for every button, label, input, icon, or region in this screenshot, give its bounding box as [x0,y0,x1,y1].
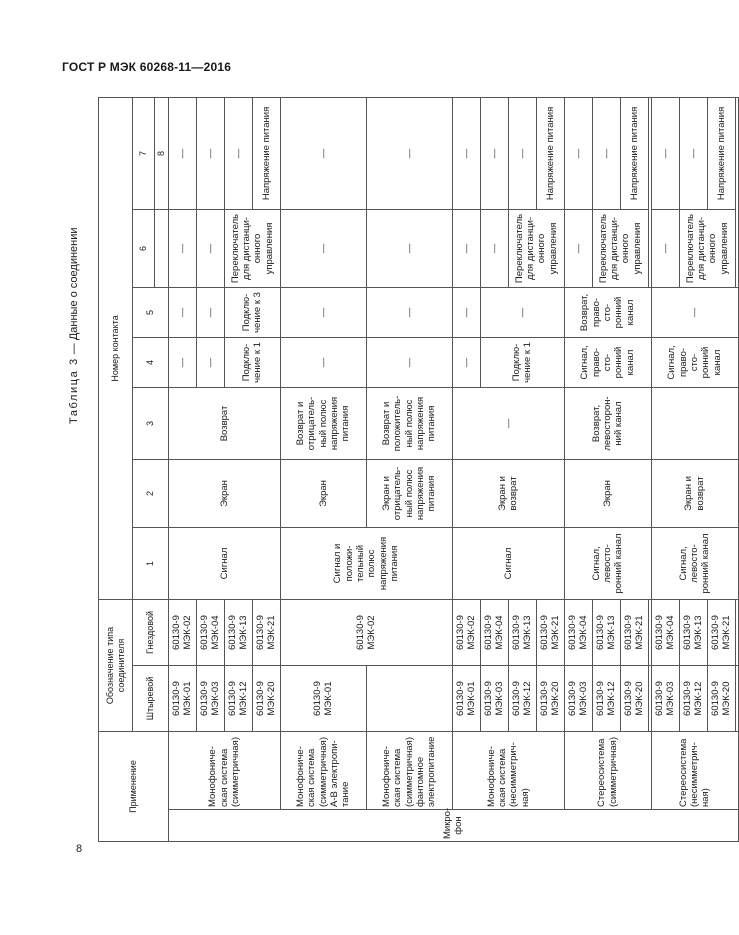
dash-cell: — [196,97,224,209]
cell-remote: Переключатель для дистанци-онного управления [679,209,735,287]
socket-cell: 60130-9 МЭК-02 [168,599,196,665]
cell-screen: Экран [168,459,280,527]
document-header: ГОСТ Р МЭК 60268-11—2016 [62,60,232,74]
cell-conn1: Подклю-чение к 1 [480,337,564,387]
dash-cell: — [196,337,224,387]
cell-conn3: Подклю-чение к 3 [224,287,280,337]
contact-number-4: 4 [133,337,169,387]
spacer-cell [735,97,738,287]
group-stereo-unbalanced: Стереосистема (несимметрич-ная) [651,732,738,810]
dash-cell: — [168,287,196,337]
cell-screen-negative: Экран и отрицатель-ный полюс напряжения питания [366,459,452,527]
dash-cell: — [452,387,564,459]
plug-cell: 60130-9 МЭК-20 [707,666,735,732]
dash-cell: — [196,287,224,337]
dash-cell: — [196,209,224,287]
plug-cell: 60130-9 МЭК-12 [679,666,707,732]
contact-number-8: 8 [155,97,169,209]
socket-cell: 60130-9 МЭК-02 [452,599,480,665]
plug-cell: 60130-9 МЭК-01 [452,666,480,732]
dash-cell: — [224,97,252,209]
dash-cell: — [508,97,536,209]
cell-screen-return: Экран и возврат [651,459,738,527]
contact-header: Номер контакта [99,97,133,599]
rotated-table-container [98,98,733,842]
cell-remote: Переключатель для дистанци-онного управления [508,209,564,287]
cell-screen: Экран [564,459,651,527]
dash-cell: — [679,97,707,209]
plug-cell: 60130-9 МЭК-03 [196,666,224,732]
dash-cell: — [564,97,592,209]
dash-cell: — [480,209,508,287]
cell-return-right: Возврат, право-сто-ронний канал [564,287,651,337]
dash-cell: — [564,209,592,287]
plug-cell: 60130-9 МЭК-20 [252,666,280,732]
dash-cell: — [280,337,366,387]
table-caption [68,4,84,424]
cell-signal-left: Сигнал, левосто-ронний канал [651,527,738,599]
cell-return-left: Возврат, левосторон-ний канал [564,387,651,459]
dash-cell: — [168,97,196,209]
socket-cell: 60130-9 МЭК-21 [536,599,564,665]
cell-power: Напряжение питания [707,97,735,209]
plug-cell: 60130-9 МЭК-01 [168,666,196,732]
contact-number-2: 2 [133,459,169,527]
group-mono-ab-power: Монофониче-ская система (симметричная) А-В электропи-тание [280,732,366,810]
dash-cell: — [452,287,480,337]
dash-cell: — [280,97,366,209]
plug-cell [366,666,452,732]
plug-header: Штыревой [133,666,169,732]
socket-cell: 60130-9 МЭК-13 [224,599,252,665]
dash-cell: — [168,337,196,387]
socket-cell: 60130-9 МЭК-04 [651,599,679,665]
plug-cell [735,666,738,732]
socket-cell: 60130-9 МЭК-21 [707,599,735,665]
cell-return: Возврат [168,387,280,459]
dash-cell: — [592,97,620,209]
cell-signal-right: Сигнал, право-сто-ронний канал [651,337,738,387]
socket-cell: 60130-9 МЭК-02 [280,599,452,665]
socket-cell: 60130-9 МЭК-13 [592,599,620,665]
socket-cell: 60130-9 МЭК-04 [564,599,592,665]
cell-remote: Переключатель для дистанци-онного управления [592,209,648,287]
plug-cell: 60130-9 МЭК-20 [536,666,564,732]
cell-return-positive: Возврат и положитель-ный полюс напряжения питания [366,387,452,459]
socket-cell: 60130-9 МЭК-13 [508,599,536,665]
dash-cell: — [480,287,564,337]
cell-conn1: Подклю-чение к 1 [224,337,280,387]
socket-cell: 60130-9 МЭК-04 [196,599,224,665]
dash-cell: — [280,209,366,287]
cell-signal-positive: Сигнал и положи-тельный полюс напряжения питания [280,527,452,599]
connection-data-table [98,97,739,842]
dash-cell: — [452,337,480,387]
dash-cell: — [366,209,452,287]
contact-number-7-bar [155,209,169,287]
dash-cell: — [280,287,366,337]
caption-lead: Таблица 3 [68,357,80,424]
dash-cell: — [366,337,452,387]
dash-cell: — [480,97,508,209]
socket-cell: 60130-9 МЭК-21 [252,599,280,665]
socket-cell: 60130-9 МЭК-21 [620,599,648,665]
dash-cell: — [366,97,452,209]
dash-cell: — [452,209,480,287]
group-stereo-symmetric: Стереосистема (симметричная) [564,732,651,810]
plug-cell: 60130-9 МЭК-01 [280,666,366,732]
cell-remote: Переключатель для дистанци-онного управления [224,209,280,287]
socket-cell: 60130-9 МЭК-13 [679,599,707,665]
dash-cell: — [452,97,480,209]
contact-number-5: 5 [133,287,169,337]
socket-cell: 60130-9 МЭК-04 [480,599,508,665]
cell-screen: Экран [280,459,366,527]
contact-number-7: 7 [133,97,155,209]
group-mono-symmetric: Монофоничe-ская система (симметричная) [168,732,280,810]
plug-cell: 60130-9 МЭК-03 [564,666,592,732]
plug-cell: 60130-9 МЭК-20 [620,666,648,732]
socket-cell [735,599,738,665]
cell-signal-left: Сигнал, левосто-ронний канал [564,527,651,599]
designation-header: Обозначение типа соединителя [99,599,133,731]
cell-power: Напряжение питания [536,97,564,209]
dash-cell: — [651,97,679,209]
cell-return-negative: Возврат и отрицатель-ный полюс напряжения питания [280,387,366,459]
cell-power: Напряжение питания [252,97,280,209]
group-mono-phantom: Монофониче-ская система (симметричная) фантомное электропитание [366,732,452,810]
socket-header: Гнездовой [133,599,169,665]
dash-cell: — [651,209,679,287]
plug-cell: 60130-9 МЭК-12 [224,666,252,732]
contact-number-1: 1 [133,527,169,599]
plug-cell: 60130-9 МЭК-12 [508,666,536,732]
plug-cell: 60130-9 МЭК-03 [480,666,508,732]
cell-signal: Сигнал [452,527,564,599]
cell-power: Напряжение питания [620,97,648,209]
dash-cell: — [366,287,452,337]
usage-header: Применение [99,732,169,842]
contact-number-6: 6 [133,209,155,287]
plug-cell: 60130-9 МЭК-03 [651,666,679,732]
microphone-label: Микро-фон [168,810,738,842]
group-mono-unbalanced: Монофониче-ская система (несимметрич-ная) [452,732,564,810]
cell-signal-right: Сигнал, право-сто-ронний канал [564,337,651,387]
cell-empty [651,387,738,459]
page-number: 8 [76,843,83,855]
plug-cell: 60130-9 МЭК-12 [592,666,620,732]
dash-cell: — [651,287,738,337]
contact-number-3: 3 [133,387,169,459]
caption-rest: — Данные о соединении [68,227,80,358]
cell-signal: Сигнал [168,527,280,599]
cell-screen-return: Экран и возврат [452,459,564,527]
dash-cell: — [168,209,196,287]
